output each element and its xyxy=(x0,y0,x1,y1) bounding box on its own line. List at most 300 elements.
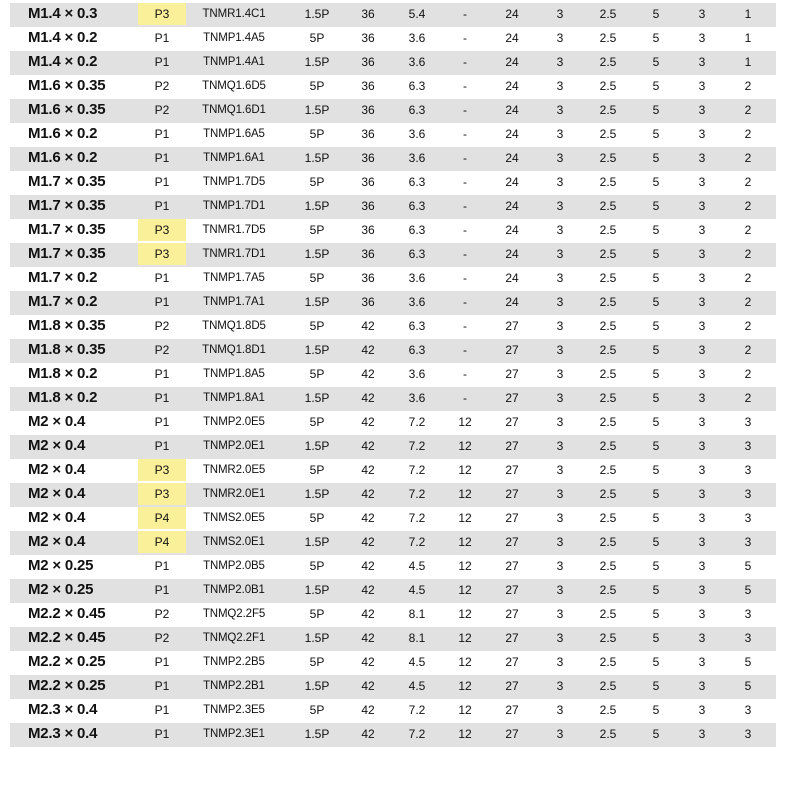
product-code-cell: TNMQ1.6D5 xyxy=(202,80,266,92)
product-code-cell: TNMR2.0E1 xyxy=(202,488,266,500)
spec-cell: 3 xyxy=(556,391,564,405)
pitch-type-cell: 5P xyxy=(309,223,325,237)
spec-cell: 12 xyxy=(458,607,472,621)
spec-cell: 3 xyxy=(698,415,706,429)
spec-cell: 12 xyxy=(458,559,472,573)
spec-cell: 2.5 xyxy=(599,679,617,693)
spec-cell: 3 xyxy=(744,607,752,621)
spec-cell: 2.5 xyxy=(599,367,617,381)
spec-cell: 3 xyxy=(698,79,706,93)
spec-cell: 2 xyxy=(744,127,752,141)
spec-cell: 36 xyxy=(361,151,375,165)
spec-cell: 24 xyxy=(505,151,519,165)
spec-cell: 3 xyxy=(698,247,706,261)
table-row xyxy=(10,339,776,363)
thread-size-cell: M2 × 0.4 xyxy=(28,533,86,550)
spec-cell: 2.5 xyxy=(599,55,617,69)
spec-cell: 5 xyxy=(652,31,660,45)
thread-size-cell: M1.7 × 0.35 xyxy=(28,173,106,190)
spec-cell: 42 xyxy=(361,319,375,333)
spec-cell: 2.5 xyxy=(599,535,617,549)
spec-cell: - xyxy=(463,223,467,237)
spec-cell: - xyxy=(463,367,467,381)
spec-cell: 3 xyxy=(556,295,564,309)
spec-cell: 3.6 xyxy=(408,127,426,141)
spec-cell: 6.3 xyxy=(408,199,426,213)
spec-cell: 5 xyxy=(652,655,660,669)
spec-cell: 3 xyxy=(698,703,706,717)
spec-cell: 4.5 xyxy=(408,679,426,693)
spec-cell: 3 xyxy=(698,7,706,21)
spec-cell: - xyxy=(463,55,467,69)
spec-table xyxy=(10,3,776,747)
pitch-type-cell: 1.5P xyxy=(304,535,330,549)
spec-cell: - xyxy=(463,391,467,405)
spec-cell: 27 xyxy=(505,487,519,501)
thread-size-cell: M1.4 × 0.3 xyxy=(28,5,98,22)
grade-cell: P1 xyxy=(154,31,170,45)
spec-cell: 3 xyxy=(698,679,706,693)
spec-cell: 3 xyxy=(556,319,564,333)
spec-cell: 3.6 xyxy=(408,391,426,405)
spec-cell: - xyxy=(463,103,467,117)
thread-size-cell: M1.7 × 0.35 xyxy=(28,197,106,214)
product-code-cell: TNMP1.7A5 xyxy=(203,272,265,284)
table-row xyxy=(10,387,776,411)
spec-cell: 3 xyxy=(744,463,752,477)
product-code-cell: TNMR1.4C1 xyxy=(202,8,266,20)
spec-cell: 24 xyxy=(505,199,519,213)
spec-cell: 42 xyxy=(361,583,375,597)
spec-cell: 2 xyxy=(744,223,752,237)
spec-cell: 2.5 xyxy=(599,463,617,477)
spec-cell: 24 xyxy=(505,31,519,45)
spec-cell: 36 xyxy=(361,55,375,69)
spec-cell: 5 xyxy=(652,415,660,429)
spec-cell: - xyxy=(463,247,467,261)
grade-cell: P2 xyxy=(154,79,170,93)
spec-cell: 27 xyxy=(505,559,519,573)
spec-cell: - xyxy=(463,199,467,213)
spec-cell: 5 xyxy=(652,223,660,237)
spec-cell: 5 xyxy=(652,103,660,117)
pitch-type-cell: 1.5P xyxy=(304,631,330,645)
product-code-cell: TNMP2.2B1 xyxy=(203,680,265,692)
spec-cell: 3 xyxy=(744,703,752,717)
grade-cell: P1 xyxy=(154,271,170,285)
spec-cell: 5 xyxy=(652,607,660,621)
spec-cell: 27 xyxy=(505,535,519,549)
spec-cell: 7.2 xyxy=(408,415,426,429)
spec-cell: - xyxy=(463,319,467,333)
product-code-cell: TNMP2.0E1 xyxy=(203,440,265,452)
spec-cell: 3 xyxy=(698,103,706,117)
spec-cell: 3 xyxy=(698,151,706,165)
spec-cell: 42 xyxy=(361,415,375,429)
spec-cell: 3 xyxy=(744,415,752,429)
spec-cell: 42 xyxy=(361,559,375,573)
spec-cell: 3 xyxy=(698,583,706,597)
spec-cell: 3 xyxy=(556,127,564,141)
table-row xyxy=(10,75,776,99)
product-code-cell: TNMP1.6A5 xyxy=(203,128,265,140)
spec-cell: 5 xyxy=(652,511,660,525)
spec-cell: 3 xyxy=(698,559,706,573)
spec-cell: 3 xyxy=(556,223,564,237)
spec-cell: 24 xyxy=(505,175,519,189)
spec-cell: 3 xyxy=(556,151,564,165)
spec-cell: 2 xyxy=(744,295,752,309)
thread-size-cell: M1.8 × 0.35 xyxy=(28,317,106,334)
spec-cell: 24 xyxy=(505,271,519,285)
pitch-type-cell: 5P xyxy=(309,271,325,285)
product-code-cell: TNMP1.4A5 xyxy=(203,32,265,44)
spec-cell: 2 xyxy=(744,103,752,117)
spec-cell: 42 xyxy=(361,679,375,693)
spec-cell: 3 xyxy=(698,295,706,309)
spec-cell: 5 xyxy=(652,343,660,357)
spec-cell: 2.5 xyxy=(599,583,617,597)
table-row xyxy=(10,435,776,459)
grade-cell: P1 xyxy=(154,55,170,69)
spec-cell: 3 xyxy=(556,631,564,645)
spec-cell: 42 xyxy=(361,439,375,453)
spec-cell: 2 xyxy=(744,175,752,189)
grade-cell: P1 xyxy=(154,367,170,381)
table-row xyxy=(10,603,776,627)
spec-cell: 12 xyxy=(458,415,472,429)
product-code-cell: TNMR1.7D1 xyxy=(202,248,266,260)
spec-cell: 5 xyxy=(652,535,660,549)
spec-cell: 27 xyxy=(505,415,519,429)
grade-cell: P1 xyxy=(154,439,170,453)
spec-cell: 2.5 xyxy=(599,151,617,165)
spec-cell: 7.2 xyxy=(408,727,426,741)
spec-cell: 12 xyxy=(458,535,472,549)
spec-cell: 27 xyxy=(505,631,519,645)
spec-cell: 42 xyxy=(361,511,375,525)
spec-cell: 2.5 xyxy=(599,271,617,285)
thread-size-cell: M2 × 0.4 xyxy=(28,509,86,526)
spec-cell: 3 xyxy=(698,463,706,477)
table-row xyxy=(10,195,776,219)
grade-cell: P1 xyxy=(154,415,170,429)
spec-cell: 6.3 xyxy=(408,175,426,189)
spec-cell: 12 xyxy=(458,679,472,693)
table-row xyxy=(10,147,776,171)
spec-cell: 36 xyxy=(361,31,375,45)
spec-cell: 3 xyxy=(744,727,752,741)
spec-cell: 36 xyxy=(361,127,375,141)
pitch-type-cell: 1.5P xyxy=(304,487,330,501)
product-code-cell: TNMP1.8A1 xyxy=(203,392,265,404)
pitch-type-cell: 5P xyxy=(309,703,325,717)
spec-cell: 3 xyxy=(556,175,564,189)
spec-cell: 3.6 xyxy=(408,55,426,69)
spec-cell: 3 xyxy=(698,175,706,189)
spec-cell: 2.5 xyxy=(599,655,617,669)
grade-cell: P1 xyxy=(154,703,170,717)
table-row xyxy=(10,3,776,27)
spec-cell: 42 xyxy=(361,367,375,381)
spec-cell: 5 xyxy=(652,127,660,141)
table-row xyxy=(10,267,776,291)
product-code-cell: TNMP1.4A1 xyxy=(203,56,265,68)
spec-cell: 27 xyxy=(505,367,519,381)
spec-cell: 5 xyxy=(744,655,752,669)
spec-cell: 2.5 xyxy=(599,127,617,141)
spec-cell: 3 xyxy=(744,439,752,453)
thread-size-cell: M1.4 × 0.2 xyxy=(28,29,98,46)
grade-cell: P1 xyxy=(154,127,170,141)
product-code-cell: TNMR2.0E5 xyxy=(202,464,266,476)
thread-size-cell: M1.7 × 0.2 xyxy=(28,293,98,310)
spec-cell: 3 xyxy=(556,607,564,621)
pitch-type-cell: 5P xyxy=(309,511,325,525)
product-code-cell: TNMQ1.6D1 xyxy=(202,104,266,116)
thread-size-cell: M2.2 × 0.45 xyxy=(28,605,106,622)
product-code-cell: TNMP2.0B1 xyxy=(203,584,265,596)
table-row xyxy=(10,555,776,579)
pitch-type-cell: 1.5P xyxy=(304,295,330,309)
spec-cell: 36 xyxy=(361,295,375,309)
thread-size-cell: M1.8 × 0.2 xyxy=(28,365,98,382)
spec-cell: 24 xyxy=(505,55,519,69)
spec-cell: 5 xyxy=(652,55,660,69)
spec-cell: 3.6 xyxy=(408,271,426,285)
thread-size-cell: M2.2 × 0.25 xyxy=(28,677,106,694)
spec-cell: - xyxy=(463,31,467,45)
thread-size-cell: M1.6 × 0.35 xyxy=(28,77,106,94)
spec-cell: 3 xyxy=(556,367,564,381)
spec-cell: 2 xyxy=(744,247,752,261)
grade-cell: P1 xyxy=(154,199,170,213)
grade-cell: P1 xyxy=(154,175,170,189)
product-code-cell: TNMS2.0E1 xyxy=(203,536,265,548)
spec-cell: 5 xyxy=(652,247,660,261)
spec-cell: 12 xyxy=(458,583,472,597)
thread-size-cell: M1.7 × 0.2 xyxy=(28,269,98,286)
grade-cell: P4 xyxy=(138,507,186,529)
spec-cell: 5 xyxy=(652,439,660,453)
spec-cell: 3 xyxy=(698,607,706,621)
thread-size-cell: M2 × 0.4 xyxy=(28,437,86,454)
spec-cell: 36 xyxy=(361,247,375,261)
spec-cell: 3 xyxy=(556,463,564,477)
spec-cell: 5 xyxy=(652,631,660,645)
table-row xyxy=(10,27,776,51)
table-row xyxy=(10,291,776,315)
spec-cell: 2.5 xyxy=(599,391,617,405)
spec-cell: 12 xyxy=(458,655,472,669)
spec-cell: 6.3 xyxy=(408,79,426,93)
table-row xyxy=(10,51,776,75)
product-code-cell: TNMR1.7D5 xyxy=(202,224,266,236)
spec-cell: 2.5 xyxy=(599,175,617,189)
spec-cell: 2.5 xyxy=(599,319,617,333)
spec-cell: 3 xyxy=(556,439,564,453)
spec-cell: 27 xyxy=(505,607,519,621)
spec-cell: 2.5 xyxy=(599,7,617,21)
spec-cell: 5 xyxy=(652,151,660,165)
spec-cell: 6.3 xyxy=(408,103,426,117)
spec-cell: 12 xyxy=(458,511,472,525)
pitch-type-cell: 5P xyxy=(309,127,325,141)
spec-cell: 27 xyxy=(505,319,519,333)
spec-cell: 42 xyxy=(361,631,375,645)
spec-cell: 36 xyxy=(361,175,375,189)
product-code-cell: TNMQ2.2F1 xyxy=(202,632,266,644)
grade-cell: P3 xyxy=(138,219,186,241)
table-row xyxy=(10,483,776,507)
spec-cell: 2.5 xyxy=(599,343,617,357)
spec-cell: 3 xyxy=(556,247,564,261)
product-code-cell: TNMQ1.8D1 xyxy=(202,344,266,356)
spec-cell: 3 xyxy=(556,655,564,669)
spec-cell: 3 xyxy=(556,415,564,429)
product-code-cell: TNMP2.2B5 xyxy=(203,656,265,668)
spec-cell: 42 xyxy=(361,391,375,405)
spec-cell: 3 xyxy=(744,631,752,645)
spec-cell: 3 xyxy=(556,271,564,285)
spec-cell: 24 xyxy=(505,7,519,21)
spec-cell: 3 xyxy=(556,103,564,117)
pitch-type-cell: 5P xyxy=(309,463,325,477)
spec-cell: 2.5 xyxy=(599,727,617,741)
pitch-type-cell: 1.5P xyxy=(304,151,330,165)
spec-cell: 3 xyxy=(556,487,564,501)
spec-cell: 5 xyxy=(652,7,660,21)
spec-cell: 27 xyxy=(505,439,519,453)
spec-cell: 5 xyxy=(652,319,660,333)
grade-cell: P1 xyxy=(154,583,170,597)
table-row xyxy=(10,243,776,267)
pitch-type-cell: 5P xyxy=(309,367,325,381)
grade-cell: P2 xyxy=(154,343,170,357)
spec-cell: 36 xyxy=(361,7,375,21)
spec-cell: 3 xyxy=(698,511,706,525)
spec-cell: 42 xyxy=(361,607,375,621)
spec-cell: 36 xyxy=(361,271,375,285)
pitch-type-cell: 5P xyxy=(309,319,325,333)
spec-cell: 3.6 xyxy=(408,31,426,45)
spec-cell: 3 xyxy=(698,487,706,501)
spec-cell: - xyxy=(463,151,467,165)
thread-size-cell: M1.8 × 0.2 xyxy=(28,389,98,406)
spec-cell: 12 xyxy=(458,463,472,477)
pitch-type-cell: 5P xyxy=(309,79,325,93)
table-row xyxy=(10,411,776,435)
spec-cell: 5 xyxy=(652,199,660,213)
spec-cell: 3 xyxy=(698,31,706,45)
spec-cell: 3 xyxy=(698,655,706,669)
spec-cell: 5 xyxy=(652,271,660,285)
grade-cell: P1 xyxy=(154,151,170,165)
spec-cell: 27 xyxy=(505,343,519,357)
spec-cell: 4.5 xyxy=(408,655,426,669)
spec-cell: 7.2 xyxy=(408,487,426,501)
spec-cell: 36 xyxy=(361,79,375,93)
spec-cell: 12 xyxy=(458,727,472,741)
spec-cell: 42 xyxy=(361,463,375,477)
spec-cell: 24 xyxy=(505,295,519,309)
spec-cell: 27 xyxy=(505,463,519,477)
spec-cell: 12 xyxy=(458,703,472,717)
spec-cell: 12 xyxy=(458,487,472,501)
product-code-cell: TNMP2.0E5 xyxy=(203,416,265,428)
spec-cell: 2.5 xyxy=(599,415,617,429)
spec-cell: 2 xyxy=(744,271,752,285)
spec-cell: 2.5 xyxy=(599,199,617,213)
spec-cell: 7.2 xyxy=(408,463,426,477)
spec-cell: 42 xyxy=(361,703,375,717)
pitch-type-cell: 5P xyxy=(309,607,325,621)
spec-cell: 6.3 xyxy=(408,319,426,333)
thread-size-cell: M2.3 × 0.4 xyxy=(28,701,98,718)
spec-cell: 7.2 xyxy=(408,703,426,717)
spec-cell: 2 xyxy=(744,391,752,405)
spec-cell: 2.5 xyxy=(599,439,617,453)
spec-cell: 3 xyxy=(698,391,706,405)
spec-cell: 12 xyxy=(458,439,472,453)
spec-cell: 2.5 xyxy=(599,631,617,645)
spec-cell: 2.5 xyxy=(599,247,617,261)
spec-cell: 8.1 xyxy=(408,631,426,645)
spec-cell: 3 xyxy=(698,727,706,741)
spec-cell: 2.5 xyxy=(599,607,617,621)
spec-cell: 42 xyxy=(361,535,375,549)
spec-cell: 3 xyxy=(556,703,564,717)
grade-cell: P3 xyxy=(138,243,186,265)
spec-cell: - xyxy=(463,271,467,285)
thread-size-cell: M2 × 0.4 xyxy=(28,485,86,502)
thread-size-cell: M1.6 × 0.2 xyxy=(28,149,98,166)
table-row xyxy=(10,675,776,699)
table-row xyxy=(10,219,776,243)
spec-cell: 5 xyxy=(652,175,660,189)
table-row xyxy=(10,531,776,555)
spec-cell: - xyxy=(463,175,467,189)
spec-cell: 1 xyxy=(744,7,752,21)
spec-cell: - xyxy=(463,127,467,141)
spec-cell: 7.2 xyxy=(408,439,426,453)
spec-cell: - xyxy=(463,7,467,21)
grade-cell: P3 xyxy=(138,459,186,481)
pitch-type-cell: 1.5P xyxy=(304,679,330,693)
spec-cell: 3 xyxy=(698,319,706,333)
spec-cell: 6.3 xyxy=(408,223,426,237)
spec-cell: 24 xyxy=(505,247,519,261)
spec-cell: 2.5 xyxy=(599,511,617,525)
product-code-cell: TNMP1.7D1 xyxy=(202,200,266,212)
table-row xyxy=(10,123,776,147)
spec-cell: 2.5 xyxy=(599,79,617,93)
spec-cell: 2 xyxy=(744,319,752,333)
thread-size-cell: M1.8 × 0.35 xyxy=(28,341,106,358)
spec-cell: - xyxy=(463,79,467,93)
spec-cell: 3 xyxy=(556,199,564,213)
spec-cell: 27 xyxy=(505,727,519,741)
spec-cell: 5 xyxy=(652,559,660,573)
spec-cell: 5.4 xyxy=(408,7,426,21)
thread-size-cell: M2 × 0.4 xyxy=(28,413,86,430)
spec-cell: 5 xyxy=(652,391,660,405)
spec-cell: 3 xyxy=(556,79,564,93)
spec-cell: 2 xyxy=(744,343,752,357)
pitch-type-cell: 5P xyxy=(309,415,325,429)
spec-cell: 7.2 xyxy=(408,511,426,525)
pitch-type-cell: 1.5P xyxy=(304,247,330,261)
